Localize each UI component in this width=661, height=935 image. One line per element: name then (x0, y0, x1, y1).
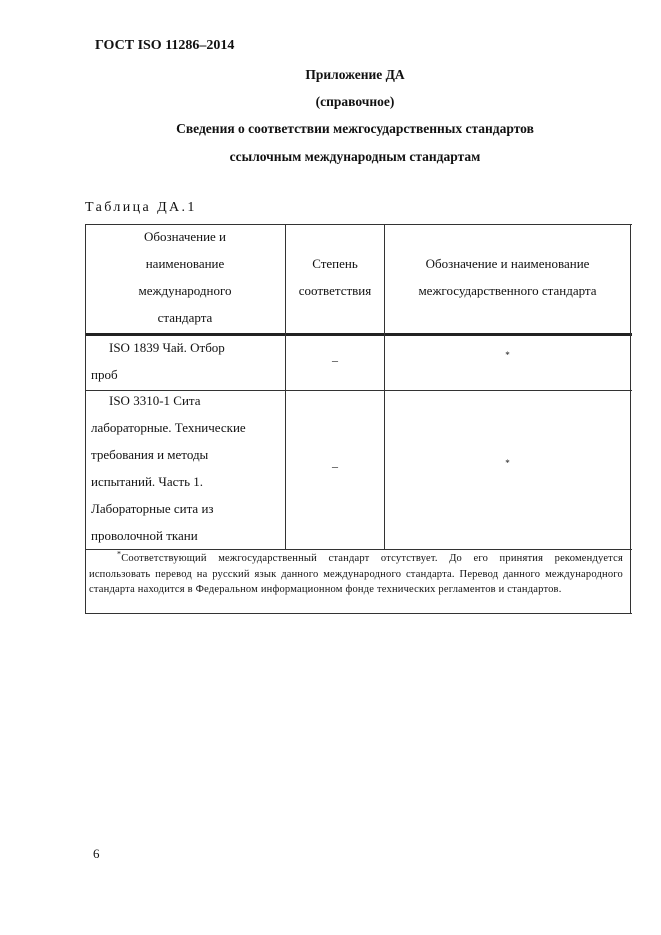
cell-line: испытаний. Часть 1. (91, 474, 203, 489)
appendix-title: Приложение ДА (305, 67, 405, 82)
footnote-text: Соответствующий межгосударственный стандарт отсутствует. До его принятия рекомендуется использовать перевод на русский язык данного международного стандарта. Перевод данного международного стандарта находится в Федеральном информационном фонде технических регламентов и стандартов. (89, 553, 623, 595)
section-heading-line-2: ссылочным международным стандартам (229, 149, 481, 164)
header-line: Обозначение и (143, 229, 227, 244)
row-2-standard-cell (91, 387, 283, 549)
table-right-border (630, 224, 631, 614)
table-bottom-border (85, 613, 632, 614)
cell-line: ISO 3310-1 Сита (109, 393, 201, 408)
header-line: Обозначение и наименование (425, 256, 590, 271)
appendix-type: (справочное) (315, 94, 395, 109)
row-2-interstate-standard: * (505, 458, 510, 468)
document-code: ГОСТ ISO 11286–2014 (95, 38, 235, 53)
header-line: стандарта (157, 310, 213, 325)
row-1-degree: – (332, 353, 338, 367)
page-number: 6 (93, 846, 100, 861)
row-1-standard-cell (91, 334, 281, 388)
section-heading-line-1: Сведения о соответствии межгосударственных стандартов (176, 121, 534, 136)
cell-line: проволочной ткани (91, 528, 198, 543)
table-footnote (89, 551, 623, 598)
header-line: Степень (312, 256, 358, 271)
cell-line: проб (91, 367, 118, 382)
footnote-mark: * (117, 549, 122, 559)
row-1-interstate-standard: * (505, 350, 510, 360)
header-cell-degree (286, 250, 384, 304)
header-line: межгосударственного стандарта (418, 283, 597, 298)
row-2-degree: – (332, 459, 338, 473)
table-caption: Таблица ДА.1 (85, 200, 197, 215)
cell-line: лабораторные. Технические (91, 420, 246, 435)
cell-line: требования и методы (91, 447, 209, 462)
table-left-border (85, 224, 86, 614)
cell-line: Лабораторные сита из (91, 501, 214, 516)
header-line: наименование (145, 256, 225, 271)
header-cell-international-standard (90, 223, 280, 331)
cell-line: ISO 1839 Чай. Отбор (109, 340, 225, 355)
header-cell-interstate-standard (385, 250, 630, 304)
table-body-bottom-border (85, 549, 632, 550)
header-line: международного (138, 283, 232, 298)
header-line: соответствия (298, 283, 372, 298)
